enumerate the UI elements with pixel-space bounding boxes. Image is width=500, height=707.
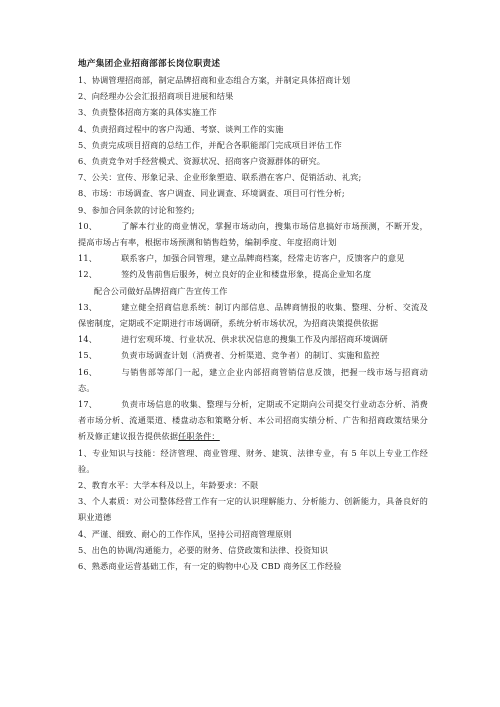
duties-short-list xyxy=(78,72,428,218)
duty-text: 配合公司做好品牌招商广告宣传工作 xyxy=(94,285,228,296)
duty-number: 15、 xyxy=(78,350,98,361)
duty-item: 6、负责竞争对手经营模式、资源状况、招商客户资源群体的研究。 xyxy=(78,156,326,167)
qualification-heading: 任职条件： xyxy=(178,431,220,442)
duty-paragraph xyxy=(78,266,428,282)
duty-paragraph xyxy=(78,347,428,363)
qualification-item: 6、熟悉商业运营基础工作，有一定的购物中心及 CBD 商务区工作经验 xyxy=(78,561,342,572)
duty-text: 与销售部等部门一起，建立企业内部招商管销信息反馈，把握一线市场与招商动态。 xyxy=(78,366,428,393)
duty-paragraph xyxy=(78,364,428,396)
duty-item: 5、负责完成项目招商的总结工作，并配合各职能部门完成项目评估工作 xyxy=(78,139,342,150)
duty-number: 11、 xyxy=(78,253,98,264)
duty-paragraph xyxy=(78,218,428,250)
duty-text: 签约及售前售后服务，树立良好的企业和楼盘形象，提高企业知名度 xyxy=(121,269,372,280)
duty-text: 负责市场调查计划（消费者、分析渠道、竞争者）的制订、实施和监控 xyxy=(121,350,380,361)
duties-long-list xyxy=(78,218,428,445)
duty-item: 1、协调管理招商部，制定品牌招商和业态组合方案，并制定具体招商计划 xyxy=(78,75,351,85)
document-title: 地产集团企业招商部部长岗位职责述 xyxy=(78,59,221,69)
duty-item: 7、公关：宣传、形象记录、企业形象塑造、联系潜在客户、促销活动、礼宾; xyxy=(78,172,362,183)
duty-item: 2、向经理办公会汇报招商项目进展和结果 xyxy=(78,91,234,102)
qualification-item: 5、出色的协调/沟通能力，必要的财务、信贷政策和法律、投资知识 xyxy=(78,544,329,555)
duty-paragraph xyxy=(78,250,428,266)
document-page xyxy=(78,58,428,574)
duty-number: 16、 xyxy=(78,366,98,377)
qualification-item: 3、个人素质：对公司整体经营工作有一定的认识理解能力、分析能力、创新能力，具备良好的职业道德 xyxy=(78,496,428,523)
qualification-list xyxy=(78,445,428,575)
duty-number: 13、 xyxy=(78,301,98,312)
duty-paragraph xyxy=(78,331,428,347)
duty-item: 8、市场：市场调查、客户调查、同业调查、环境调查、项目可行性分析; xyxy=(78,188,345,199)
qualification-item: 1、专业知识与技能：经济管理、商业管理、财务、建筑、法律专业，有 5 年以上专业工作经验。 xyxy=(78,447,428,474)
qualification-item: 4、严谨、细致、耐心的工作作风，坚持公司招商管理原则 xyxy=(78,528,292,539)
duty-text: 了解本行业的商业情况，掌握市场动向，搜集市场信息搞好市场预测，不断开发，提高市场占有率，根据市场预测和销售趋势，编制季度、年度招商计划 xyxy=(78,220,428,248)
duty-text: 进行宏观环境、行业状况、供求状况信息的搜集工作及内部招商环境调研 xyxy=(121,334,388,345)
duty-number: 17、 xyxy=(78,399,98,410)
duty-number: 14、 xyxy=(78,334,98,345)
duty-paragraph xyxy=(78,299,428,331)
duty-text: 建立健全招商信息系统：制订内部信息、品牌商情报的收集、整理、分析、交流及保密制度，定期或不定期进行市场调研，系统分析市场状况，为招商决策提供依据 xyxy=(78,301,428,329)
duty-number: 12、 xyxy=(78,269,98,280)
qualification-item: 2、教育水平：大学本科及以上，年龄要求：不限 xyxy=(78,480,259,491)
duty-text: 联系客户，加强合同管理，建立品牌商档案，经常走访客户，反馈客户的意见 xyxy=(121,253,405,264)
duty-paragraph xyxy=(78,396,428,445)
duty-item: 4、负责招商过程中的客户沟通、考察、谈判工作的实施 xyxy=(78,123,284,134)
duty-number: 10、 xyxy=(78,220,98,231)
duty-text: 负责市场信息的收集、整理与分析，定期或不定期向公司提交行业动态分析、消费者市场分析、流通渠道、楼盘动态和策略分析、本公司招商实绩分析、广告和招商政策结果分析及修正建议报告提供依据 xyxy=(78,399,428,442)
duty-item: 3、负责整体招商方案的具体实施工作 xyxy=(78,107,217,118)
duty-paragraph xyxy=(78,283,428,299)
duty-item: 9、参加合同条款的讨论和签约; xyxy=(78,204,195,215)
